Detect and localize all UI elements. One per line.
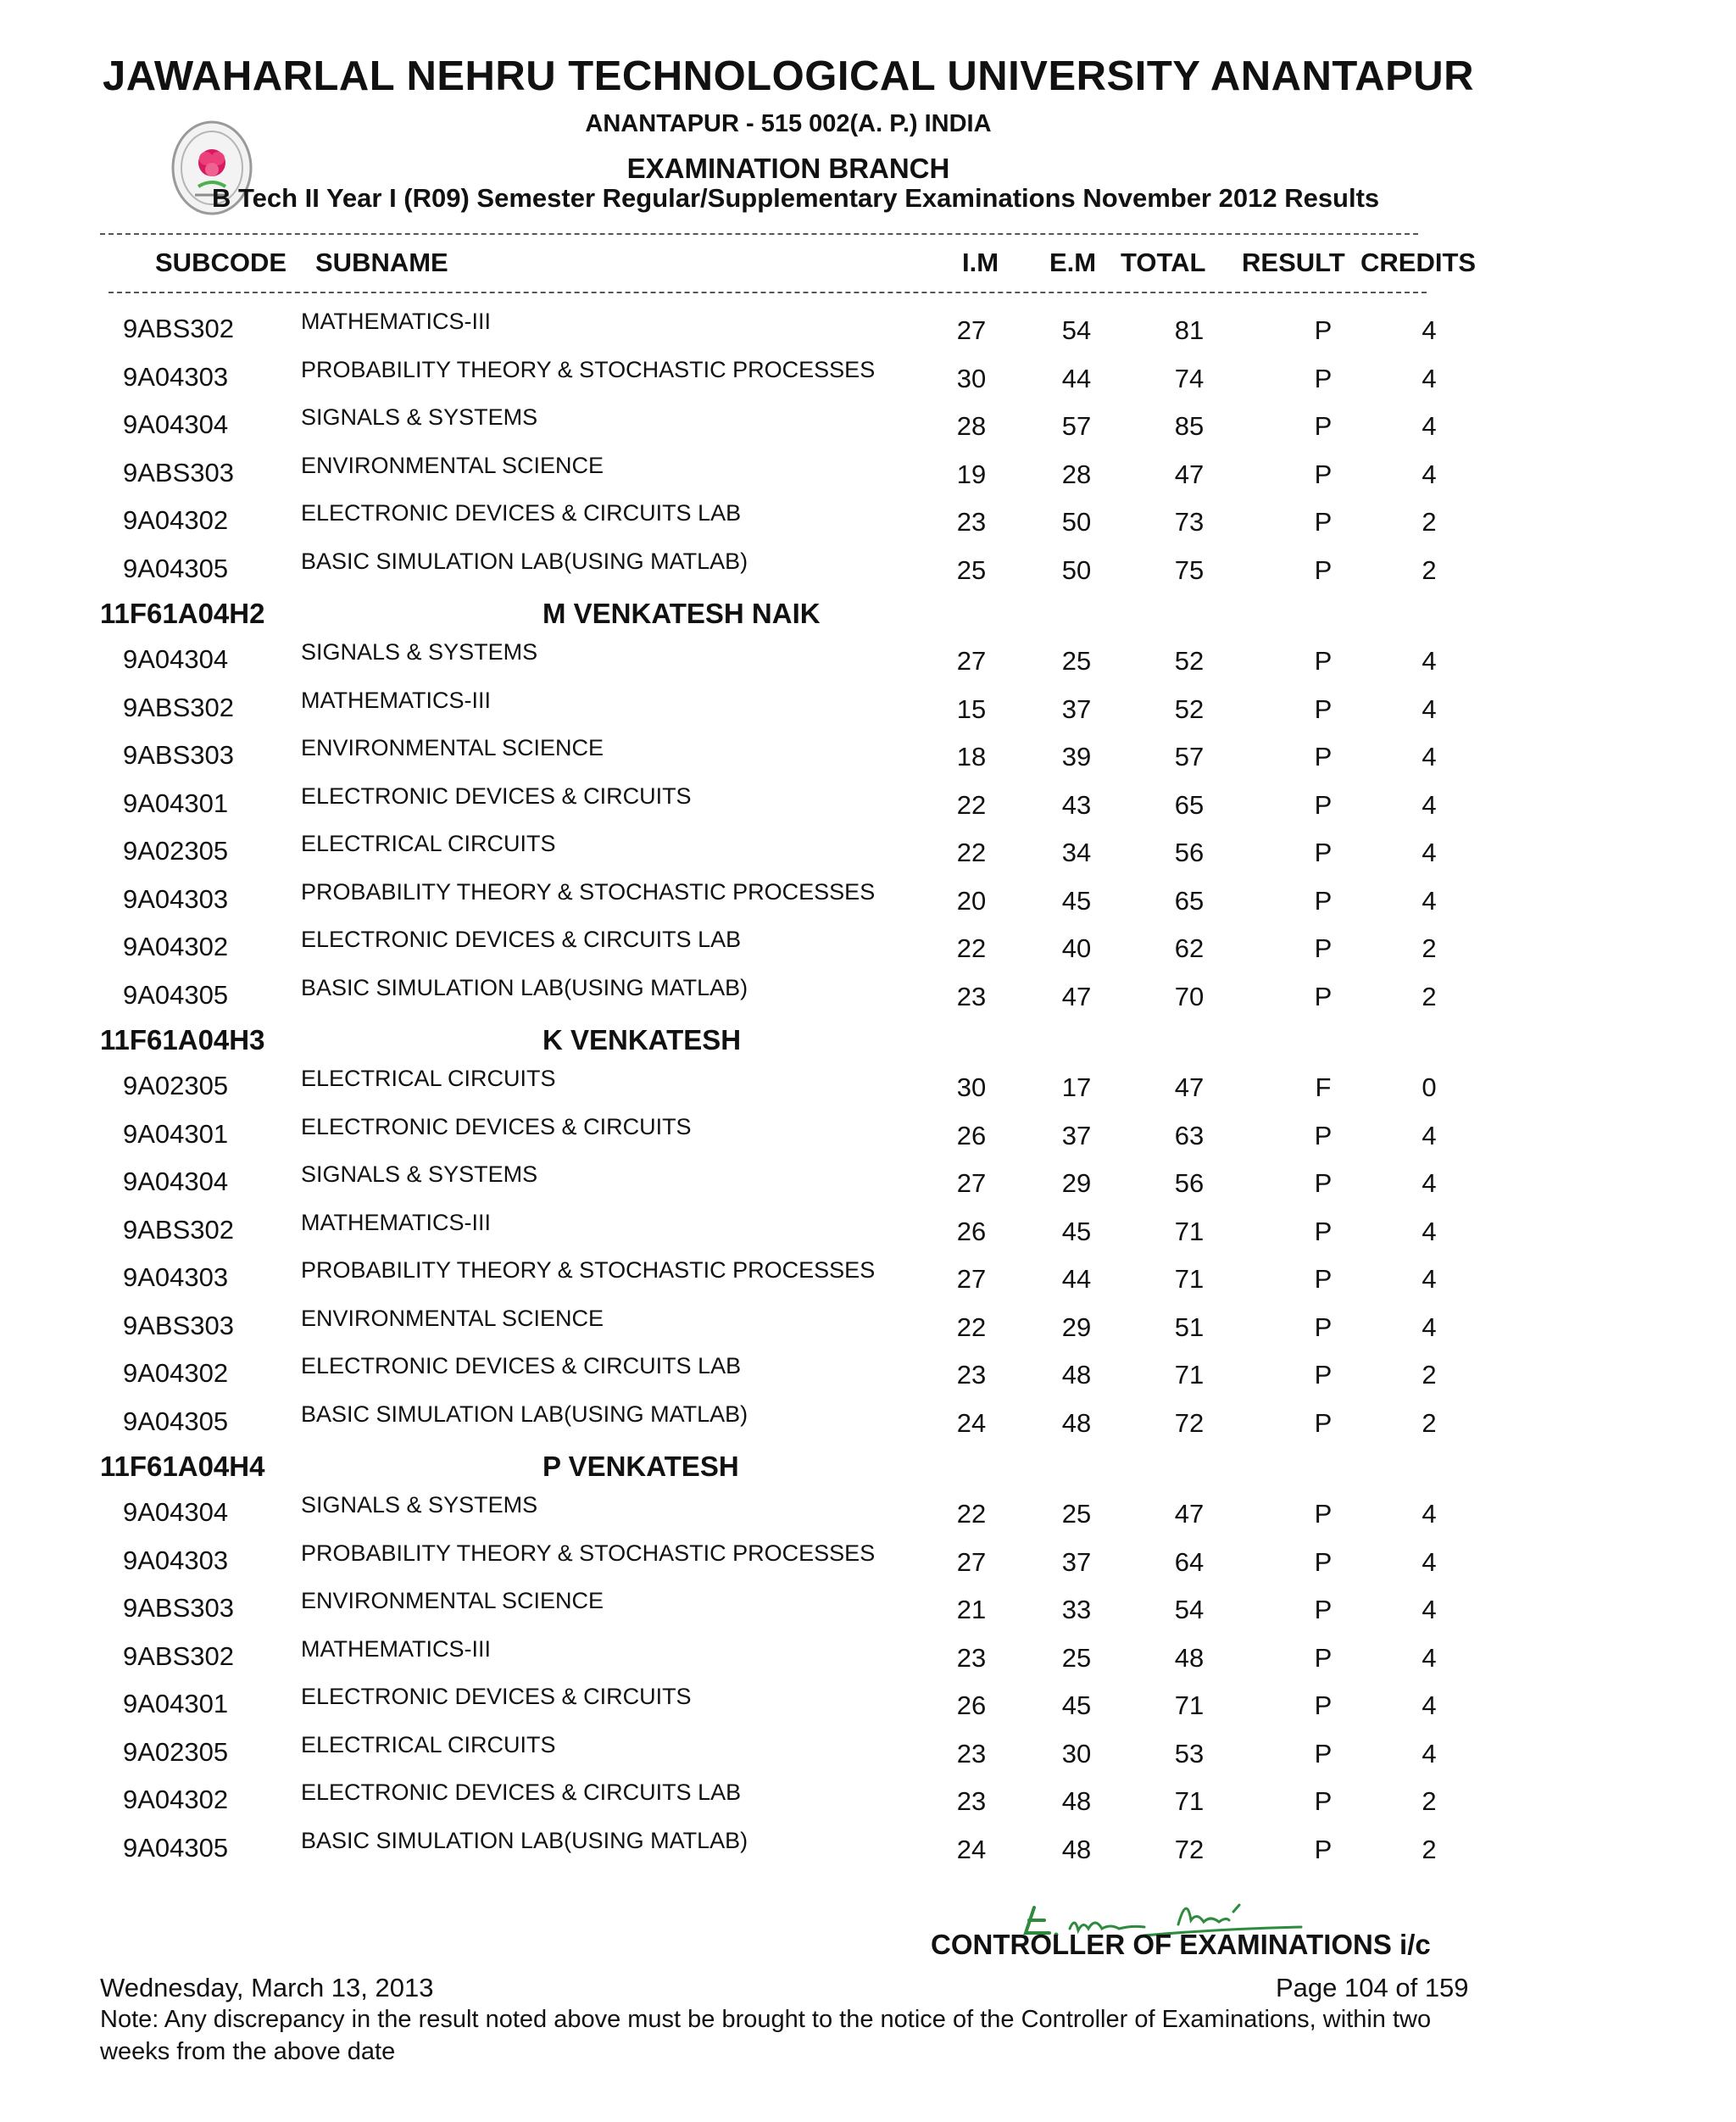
table-row (0, 1778, 1736, 1825)
credits: 4 (1422, 1499, 1437, 1529)
internal-marks: 27 (956, 315, 987, 345)
exam-title: B Tech II Year I (R09) Semester Regular/Supplementary Examinations November 2012 Results (212, 183, 1380, 213)
print-date: Wednesday, March 13, 2013 (100, 1973, 434, 2002)
result: P (1314, 1217, 1333, 1246)
student-name: M VENKATESH NAIK (542, 598, 821, 629)
total-marks: 72 (1174, 1408, 1205, 1438)
credits: 2 (1422, 1360, 1437, 1390)
subject-code: 9ABS302 (123, 1215, 234, 1245)
subject-code: 9A04305 (123, 1833, 229, 1863)
total-marks: 56 (1174, 838, 1205, 867)
external-marks: 48 (1061, 1408, 1092, 1438)
table-row (0, 1208, 1736, 1256)
external-marks: 45 (1061, 886, 1092, 916)
result: P (1314, 790, 1333, 820)
credits: 4 (1422, 1595, 1437, 1624)
student-roll-number: 11F61A04H3 (100, 1024, 265, 1055)
credits: 4 (1422, 1739, 1437, 1768)
result: P (1314, 838, 1333, 867)
total-marks: 75 (1174, 555, 1205, 585)
subject-code: 9A04301 (123, 1119, 229, 1149)
external-marks: 17 (1061, 1072, 1092, 1102)
credits: 0 (1422, 1072, 1437, 1102)
column-header-total: TOTAL (1121, 248, 1206, 277)
total-marks: 71 (1174, 1217, 1205, 1246)
total-marks: 73 (1174, 507, 1205, 537)
external-marks: 54 (1061, 315, 1092, 345)
result: P (1314, 555, 1333, 585)
table-row (0, 1635, 1736, 1682)
total-marks: 51 (1174, 1312, 1205, 1342)
result: P (1314, 886, 1333, 916)
subject-code: 9A04304 (123, 1497, 229, 1527)
credits: 2 (1422, 507, 1437, 537)
table-row (0, 451, 1736, 498)
result: P (1314, 411, 1333, 441)
result: P (1314, 982, 1333, 1011)
subject-code: 9A04305 (123, 554, 229, 583)
internal-marks: 22 (956, 838, 987, 867)
result: P (1314, 1547, 1333, 1577)
student-name: P VENKATESH (542, 1451, 739, 1482)
credits: 4 (1422, 838, 1437, 867)
header-divider-top (100, 233, 1418, 235)
subject-code: 9ABS303 (123, 740, 234, 770)
total-marks: 71 (1174, 1264, 1205, 1294)
subject-name: MATHEMATICS-III (301, 1210, 491, 1235)
result: P (1314, 1360, 1333, 1390)
external-marks: 33 (1061, 1595, 1092, 1624)
internal-marks: 24 (956, 1408, 987, 1438)
table-row (0, 782, 1736, 829)
subject-code: 9A04302 (123, 932, 229, 961)
result: P (1314, 1121, 1333, 1150)
total-marks: 62 (1174, 933, 1205, 963)
total-marks: 47 (1174, 459, 1205, 489)
result: P (1314, 364, 1333, 393)
result: P (1314, 1168, 1333, 1198)
credits: 4 (1422, 364, 1437, 393)
internal-marks: 26 (956, 1121, 987, 1150)
result: P (1314, 694, 1333, 724)
subject-name: PROBABILITY THEORY & STOCHASTIC PROCESSES (301, 357, 876, 382)
credits: 2 (1422, 933, 1437, 963)
credits: 4 (1422, 1264, 1437, 1294)
subject-code: 9ABS302 (123, 314, 234, 343)
total-marks: 85 (1174, 411, 1205, 441)
column-header-subname: SUBNAME (315, 248, 448, 277)
result: P (1314, 1643, 1333, 1673)
subject-name: ELECTRONIC DEVICES & CIRCUITS LAB (301, 1779, 742, 1805)
subject-code: 9A02305 (123, 1737, 229, 1767)
external-marks: 30 (1061, 1739, 1092, 1768)
subject-name: ELECTRONIC DEVICES & CIRCUITS (301, 783, 692, 809)
table-row (0, 925, 1736, 972)
internal-marks: 27 (956, 1547, 987, 1577)
table-row (0, 829, 1736, 877)
credits: 4 (1422, 742, 1437, 771)
total-marks: 71 (1174, 1690, 1205, 1720)
subject-name: BASIC SIMULATION LAB(USING MATLAB) (301, 1401, 748, 1427)
credits: 4 (1422, 411, 1437, 441)
external-marks: 25 (1061, 646, 1092, 676)
total-marks: 52 (1174, 646, 1205, 676)
internal-marks: 20 (956, 886, 987, 916)
subject-name: ENVIRONMENTAL SCIENCE (301, 453, 604, 478)
table-row (0, 1539, 1736, 1586)
result: P (1314, 646, 1333, 676)
credits: 2 (1422, 1786, 1437, 1816)
result: P (1314, 1835, 1333, 1864)
total-marks: 56 (1174, 1168, 1205, 1198)
external-marks: 39 (1061, 742, 1092, 771)
subject-code: 9A04302 (123, 1785, 229, 1814)
internal-marks: 26 (956, 1217, 987, 1246)
credits: 4 (1422, 459, 1437, 489)
subject-name: BASIC SIMULATION LAB(USING MATLAB) (301, 975, 748, 1000)
table-row (0, 1586, 1736, 1634)
credits: 4 (1422, 1121, 1437, 1150)
external-marks: 25 (1061, 1499, 1092, 1529)
subject-code: 9ABS303 (123, 1593, 234, 1623)
result: P (1314, 1499, 1333, 1529)
external-marks: 29 (1061, 1168, 1092, 1198)
result: P (1314, 459, 1333, 489)
table-row (0, 498, 1736, 546)
table-row (0, 973, 1736, 1021)
internal-marks: 27 (956, 646, 987, 676)
credits: 2 (1422, 1835, 1437, 1864)
table-row (0, 1064, 1736, 1111)
subject-name: ELECTRICAL CIRCUITS (301, 1066, 556, 1091)
subject-name: ENVIRONMENTAL SCIENCE (301, 1306, 604, 1331)
credits: 4 (1422, 315, 1437, 345)
subject-code: 9A04305 (123, 1406, 229, 1436)
subject-name: SIGNALS & SYSTEMS (301, 404, 538, 430)
internal-marks: 25 (956, 555, 987, 585)
subject-code: 9A04303 (123, 884, 229, 914)
total-marks: 63 (1174, 1121, 1205, 1150)
subject-code: 9A02305 (123, 836, 229, 866)
subject-name: ELECTRONIC DEVICES & CIRCUITS LAB (301, 1353, 742, 1378)
internal-marks: 28 (956, 411, 987, 441)
internal-marks: 23 (956, 1739, 987, 1768)
column-header-im: I.M (962, 248, 999, 277)
subject-code: 9ABS302 (123, 1641, 234, 1671)
student-roll-number: 11F61A04H4 (100, 1451, 265, 1482)
internal-marks: 21 (956, 1595, 987, 1624)
credits: 4 (1422, 646, 1437, 676)
external-marks: 34 (1061, 838, 1092, 867)
subject-name: ELECTRICAL CIRCUITS (301, 1732, 556, 1757)
table-row (0, 1256, 1736, 1303)
external-marks: 48 (1061, 1786, 1092, 1816)
page-number: Page 104 of 159 (1276, 1973, 1469, 2002)
table-row (0, 1400, 1736, 1447)
student-header (0, 1024, 1736, 1058)
subject-code: 9A04303 (123, 1262, 229, 1292)
credits: 4 (1422, 1312, 1437, 1342)
result: P (1314, 1786, 1333, 1816)
result: P (1314, 1739, 1333, 1768)
subject-code: 9A04305 (123, 980, 229, 1010)
controller-title: CONTROLLER OF EXAMINATIONS i/c (931, 1929, 1431, 1960)
credits: 2 (1422, 1408, 1437, 1438)
internal-marks: 27 (956, 1264, 987, 1294)
total-marks: 52 (1174, 694, 1205, 724)
result: P (1314, 742, 1333, 771)
subject-name: ENVIRONMENTAL SCIENCE (301, 735, 604, 760)
internal-marks: 23 (956, 1643, 987, 1673)
external-marks: 45 (1061, 1217, 1092, 1246)
total-marks: 81 (1174, 315, 1205, 345)
table-row (0, 1160, 1736, 1207)
result: P (1314, 315, 1333, 345)
subject-code: 9A04304 (123, 409, 229, 439)
credits: 4 (1422, 790, 1437, 820)
external-marks: 43 (1061, 790, 1092, 820)
subject-name: PROBABILITY THEORY & STOCHASTIC PROCESSES (301, 1257, 876, 1283)
credits: 4 (1422, 1643, 1437, 1673)
total-marks: 48 (1174, 1643, 1205, 1673)
subject-code: 9A04303 (123, 1546, 229, 1575)
subject-name: PROBABILITY THEORY & STOCHASTIC PROCESSES (301, 879, 876, 905)
subject-code: 9A02305 (123, 1071, 229, 1100)
internal-marks: 23 (956, 1786, 987, 1816)
internal-marks: 22 (956, 790, 987, 820)
external-marks: 50 (1061, 555, 1092, 585)
table-row (0, 307, 1736, 354)
external-marks: 44 (1061, 364, 1092, 393)
credits: 4 (1422, 1168, 1437, 1198)
result: P (1314, 933, 1333, 963)
total-marks: 72 (1174, 1835, 1205, 1864)
result: P (1314, 1408, 1333, 1438)
result: P (1314, 1312, 1333, 1342)
subject-name: SIGNALS & SYSTEMS (301, 1161, 538, 1187)
table-row (0, 403, 1736, 450)
total-marks: 64 (1174, 1547, 1205, 1577)
external-marks: 37 (1061, 1121, 1092, 1150)
subject-code: 9ABS303 (123, 1311, 234, 1340)
table-row (0, 686, 1736, 733)
table-row (0, 877, 1736, 925)
result: P (1314, 1690, 1333, 1720)
credits: 4 (1422, 886, 1437, 916)
table-row (0, 1826, 1736, 1874)
column-header-credits: CREDITS (1360, 248, 1477, 277)
subject-name: MATHEMATICS-III (301, 688, 491, 713)
subject-code: 9A04301 (123, 1689, 229, 1718)
subject-code: 9ABS302 (123, 693, 234, 722)
internal-marks: 30 (956, 364, 987, 393)
external-marks: 40 (1061, 933, 1092, 963)
student-header (0, 598, 1736, 632)
subject-name: SIGNALS & SYSTEMS (301, 1492, 538, 1518)
internal-marks: 23 (956, 507, 987, 537)
internal-marks: 15 (956, 694, 987, 724)
table-row (0, 547, 1736, 594)
internal-marks: 22 (956, 1499, 987, 1529)
credits: 4 (1422, 1217, 1437, 1246)
credits: 2 (1422, 982, 1437, 1011)
subject-name: SIGNALS & SYSTEMS (301, 639, 538, 665)
internal-marks: 23 (956, 982, 987, 1011)
table-row (0, 1304, 1736, 1351)
internal-marks: 19 (956, 459, 987, 489)
result: P (1314, 507, 1333, 537)
internal-marks: 23 (956, 1360, 987, 1390)
subject-code: 9A04303 (123, 362, 229, 392)
student-header (0, 1451, 1736, 1484)
total-marks: 70 (1174, 982, 1205, 1011)
internal-marks: 30 (956, 1072, 987, 1102)
table-row (0, 638, 1736, 685)
internal-marks: 26 (956, 1690, 987, 1720)
university-address: ANANTAPUR - 515 002(A. P.) INDIA (585, 110, 992, 137)
table-row (0, 1490, 1736, 1538)
external-marks: 57 (1061, 411, 1092, 441)
subject-name: MATHEMATICS-III (301, 1636, 491, 1662)
subject-code: 9A04302 (123, 505, 229, 535)
subject-code: 9A04301 (123, 788, 229, 818)
result: F (1315, 1072, 1332, 1102)
external-marks: 37 (1061, 694, 1092, 724)
table-row (0, 355, 1736, 403)
subject-name: MATHEMATICS-III (301, 309, 491, 334)
subject-name: ELECTRONIC DEVICES & CIRCUITS LAB (301, 927, 742, 952)
subject-name: ELECTRONIC DEVICES & CIRCUITS (301, 1684, 692, 1709)
internal-marks: 22 (956, 1312, 987, 1342)
result: P (1314, 1595, 1333, 1624)
table-row (0, 1730, 1736, 1778)
total-marks: 71 (1174, 1360, 1205, 1390)
header-divider-bottom (108, 292, 1427, 293)
external-marks: 37 (1061, 1547, 1092, 1577)
total-marks: 65 (1174, 790, 1205, 820)
external-marks: 25 (1061, 1643, 1092, 1673)
total-marks: 57 (1174, 742, 1205, 771)
credits: 4 (1422, 1690, 1437, 1720)
subject-name: BASIC SIMULATION LAB(USING MATLAB) (301, 549, 748, 574)
table-row (0, 1351, 1736, 1399)
column-header-em: E.M (1049, 248, 1097, 277)
subject-code: 9ABS303 (123, 458, 234, 487)
student-name: K VENKATESH (542, 1024, 742, 1055)
external-marks: 28 (1061, 459, 1092, 489)
subject-code: 9A04302 (123, 1358, 229, 1388)
subject-name: ENVIRONMENTAL SCIENCE (301, 1588, 604, 1613)
total-marks: 54 (1174, 1595, 1205, 1624)
subject-code: 9A04304 (123, 1167, 229, 1196)
external-marks: 47 (1061, 982, 1092, 1011)
university-title: JAWAHARLAL NEHRU TECHNOLOGICAL UNIVERSITY ANANTAPUR (102, 53, 1475, 99)
external-marks: 44 (1061, 1264, 1092, 1294)
external-marks: 45 (1061, 1690, 1092, 1720)
total-marks: 53 (1174, 1739, 1205, 1768)
discrepancy-note: Note: Any discrepancy in the result noted above must be brought to the notice of the Controller of Examinations, within two weeks from the above date (100, 2006, 1432, 2065)
column-header-subcode: SUBCODE (155, 248, 287, 277)
subject-name: PROBABILITY THEORY & STOCHASTIC PROCESSES (301, 1540, 876, 1566)
table-row (0, 1682, 1736, 1729)
examination-branch: EXAMINATION BRANCH (626, 153, 950, 184)
total-marks: 74 (1174, 364, 1205, 393)
result: P (1314, 1264, 1333, 1294)
subject-name: ELECTRONIC DEVICES & CIRCUITS (301, 1114, 692, 1139)
internal-marks: 22 (956, 933, 987, 963)
internal-marks: 27 (956, 1168, 987, 1198)
subject-name: ELECTRICAL CIRCUITS (301, 831, 556, 856)
credits: 4 (1422, 694, 1437, 724)
subject-code: 9A04304 (123, 644, 229, 674)
table-row (0, 733, 1736, 781)
internal-marks: 24 (956, 1835, 987, 1864)
total-marks: 71 (1174, 1786, 1205, 1816)
external-marks: 48 (1061, 1835, 1092, 1864)
external-marks: 50 (1061, 507, 1092, 537)
credits: 2 (1422, 555, 1437, 585)
column-header-result: RESULT (1242, 248, 1345, 277)
internal-marks: 18 (956, 742, 987, 771)
subject-name: BASIC SIMULATION LAB(USING MATLAB) (301, 1828, 748, 1853)
credits: 4 (1422, 1547, 1437, 1577)
external-marks: 29 (1061, 1312, 1092, 1342)
table-row (0, 1112, 1736, 1160)
total-marks: 47 (1174, 1072, 1205, 1102)
external-marks: 48 (1061, 1360, 1092, 1390)
total-marks: 47 (1174, 1499, 1205, 1529)
total-marks: 65 (1174, 886, 1205, 916)
student-roll-number: 11F61A04H2 (100, 598, 265, 629)
subject-name: ELECTRONIC DEVICES & CIRCUITS LAB (301, 500, 742, 526)
